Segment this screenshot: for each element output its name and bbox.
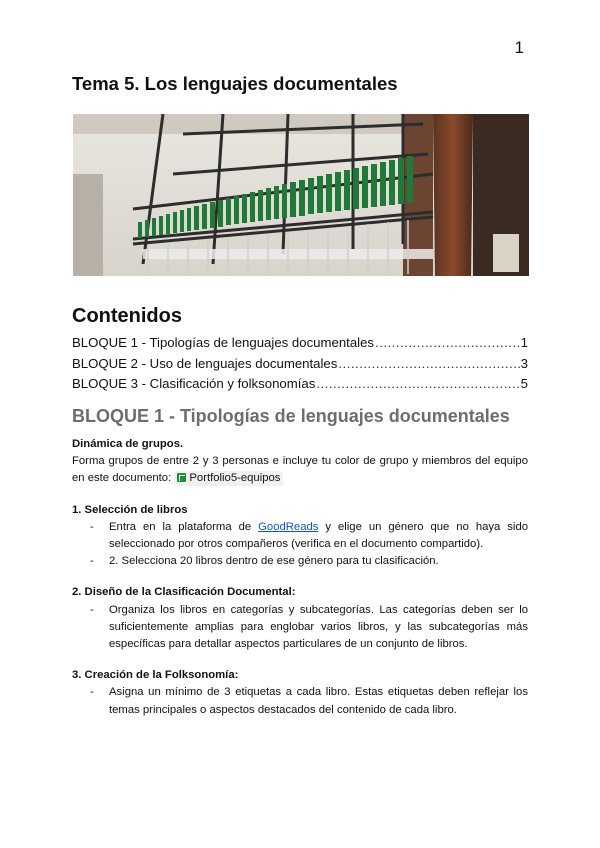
- toc-entry-page: 5: [520, 376, 528, 391]
- toc-leader-dots: [338, 356, 519, 371]
- section-heading: 2. Diseño de la Clasificación Documental:: [72, 586, 296, 599]
- dynamics-description: Forma grupos de entre 2 y 3 personas e incluye tu color de grupo y miembros del equipo en este documento:: [72, 455, 528, 485]
- section-heading: 3. Creación de la Folksonomía:: [72, 669, 239, 682]
- toc-leader-dots: [375, 335, 520, 350]
- table-of-contents: [72, 335, 528, 397]
- header-photo: [73, 114, 529, 276]
- block-1-title: BLOQUE 1 - Tipologías de lenguajes documentales: [72, 406, 510, 426]
- goodreads-link[interactable]: GoodReads: [258, 520, 319, 533]
- document-title: Tema 5. Los lenguajes documentales: [72, 73, 398, 94]
- list-item: - 2. Selecciona 20 libros dentro de ese género para tu clasificación.: [72, 553, 528, 570]
- toc-entry-page: 1: [520, 335, 528, 350]
- toc-leader-dots: [316, 376, 519, 391]
- dynamics-heading: Dinámica de grupos.: [72, 438, 184, 450]
- list-item: - Organiza los libros en categorías y subcategorías. Las categorías deben ser lo suficientemente amplias para englobar varios libros, y las subcategorías más específicas para detallar aspectos particulares de un conjunto de libros.: [72, 602, 528, 654]
- item-text: y elige un género que no haya sido seleccionado por otros compañeros (verifica en el documento compartido).: [109, 520, 529, 551]
- section-folksonomy: [72, 667, 528, 719]
- toc-entry[interactable]: [72, 335, 528, 356]
- item-text: Entra en la plataforma de: [109, 520, 252, 533]
- toc-entry[interactable]: [72, 356, 528, 377]
- toc-entry-label: BLOQUE 3 - Clasificación y folksonomías: [72, 376, 316, 391]
- chip-label: Portfolio5-equipos: [189, 472, 281, 485]
- toc-entry-label: BLOQUE 1 - Tipologías de lenguajes documentales: [72, 335, 375, 350]
- dynamics-text: [72, 453, 528, 487]
- list-item: [72, 519, 528, 553]
- section-heading: 1. Selección de libros: [72, 503, 188, 516]
- toc-heading: Contenidos: [72, 305, 182, 327]
- spreadsheet-icon: [177, 473, 186, 482]
- section-classification-design: [72, 584, 528, 653]
- toc-entry[interactable]: [72, 376, 528, 397]
- bar-bottles-photo-icon: [73, 114, 529, 276]
- portfolio-file-chip[interactable]: [174, 471, 283, 486]
- section-book-selection: [72, 502, 528, 571]
- block-1-content: [72, 436, 528, 719]
- toc-entry-page: 3: [520, 355, 528, 371]
- list-item: - Asigna un mínimo de 3 etiquetas a cada libro. Estas etiquetas deben reflejar los temas principales o aspectos destacados del contenido de cada libro.: [72, 684, 528, 718]
- page-number: 1: [514, 38, 524, 57]
- toc-entry-label: BLOQUE 2 - Uso de lenguajes documentales: [72, 355, 338, 371]
